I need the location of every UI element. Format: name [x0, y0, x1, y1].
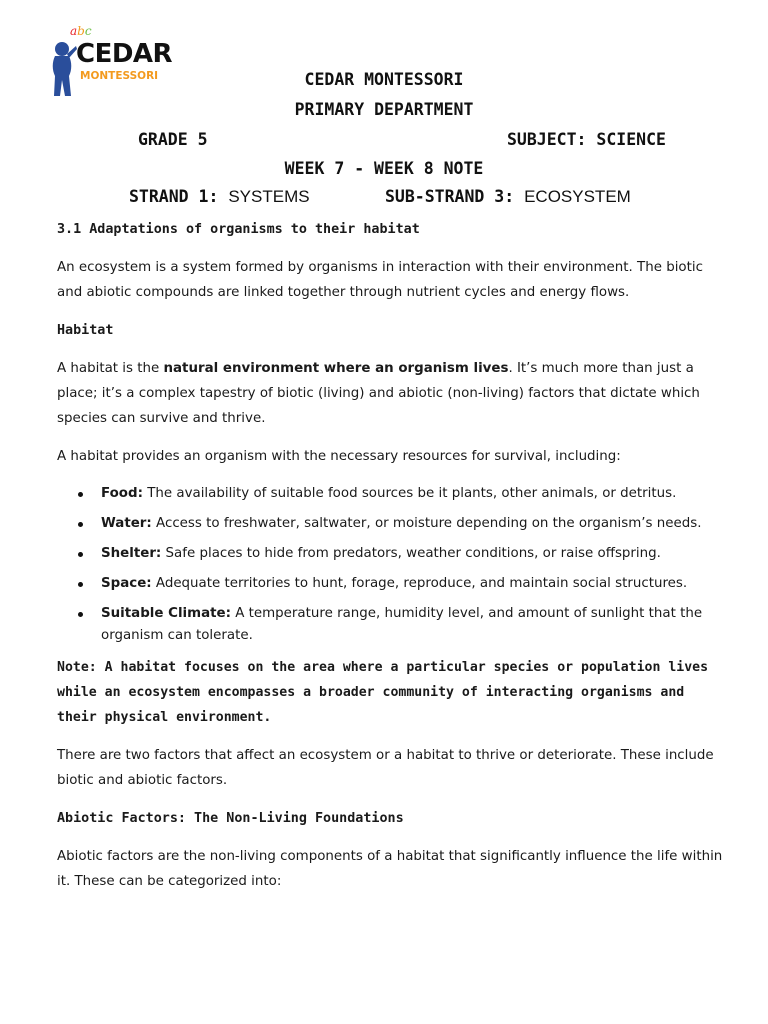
habitat-resources-intro: A habitat provides an organism with the necessary resources for survival, including: — [57, 449, 621, 464]
note-body — [57, 217, 727, 894]
school-name: CEDAR MONTESSORI — [304, 70, 464, 89]
strand-line — [129, 187, 310, 207]
habitat-definition — [57, 356, 727, 431]
logo-abc-text: abc — [70, 24, 92, 38]
list-item: Suitable Climate: A temperature range, humidity level, and amount of sunlight that the organism can tolerate. — [57, 603, 727, 647]
child-figure-icon — [50, 40, 78, 98]
week-label: WEEK 7 - WEEK 8 NOTE — [284, 159, 484, 178]
subject-label: SUBJECT: SCIENCE — [507, 130, 666, 149]
substrand-line — [385, 187, 631, 207]
department-name: PRIMARY DEPARTMENT — [294, 100, 474, 119]
list-item: Food: The availability of suitable food sources be it plants, other animals, or detritus. — [57, 483, 727, 505]
factors-paragraph: There are two factors that affect an ecosystem or a habitat to thrive or deteriorate. These include biotic and abiotic factors. — [57, 748, 714, 788]
abiotic-heading: Abiotic Factors: The Non-Living Foundations — [57, 811, 404, 826]
list-item: Space: Adequate territories to hunt, forage, reproduce, and maintain social structures. — [57, 573, 727, 595]
grade-label: GRADE 5 — [138, 130, 208, 149]
list-item: Water: Access to freshwater, saltwater, or moisture depending on the organism’s needs. — [57, 513, 727, 535]
habitat-heading: Habitat — [57, 323, 114, 338]
substrand-label: SUB-STRAND 3: — [385, 187, 515, 206]
habitat-def-start: A habitat is the — [57, 361, 164, 376]
substrand-value: ECOSYSTEM — [524, 187, 631, 206]
note-paragraph: Note: A habitat focuses on the area where a particular species or population lives while an ecosystem encompasses a broader community of interacting organisms and their physical environment. — [57, 660, 709, 725]
logo-brand-text: CEDAR — [76, 39, 173, 69]
intro-paragraph: An ecosystem is a system formed by organisms in interaction with their environment. The biotic and abiotic compounds are linked together through nutrient cycles and energy flows. — [57, 260, 703, 300]
logo-sub-text: MONTESSORI — [80, 70, 159, 82]
resource-list — [57, 483, 727, 647]
strand-value: SYSTEMS — [228, 187, 310, 206]
strand-label: STRAND 1: — [129, 187, 219, 206]
habitat-def-end: . It’s much more than just a place; it’s a complex tapestry of biotic (living) and abiotic (non-living) factors that dictate which species can survive and thrive. — [57, 361, 700, 426]
habitat-def-bold: natural environment where an organism lives — [163, 361, 509, 376]
section-title: 3.1 Adaptations of organisms to their habitat — [57, 222, 420, 237]
abiotic-paragraph: Abiotic factors are the non-living components of a habitat that significantly influence the life within it. These can be categorized into: — [57, 849, 723, 889]
list-item: Shelter: Safe places to hide from predators, weather conditions, or raise offspring. — [57, 543, 727, 565]
